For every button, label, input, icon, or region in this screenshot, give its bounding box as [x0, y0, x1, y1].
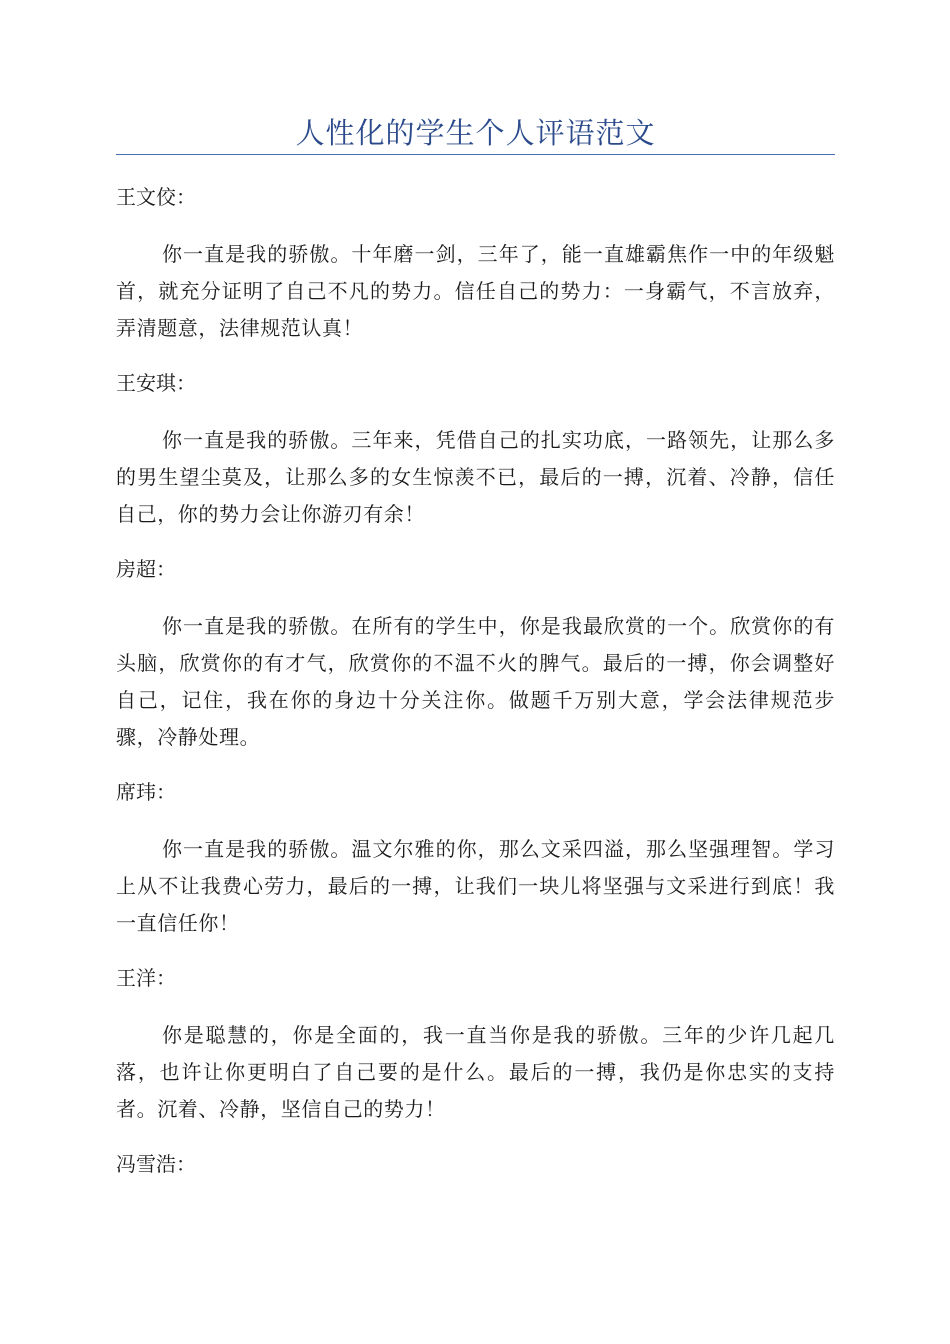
student-name: 席玮：	[116, 780, 176, 804]
title-underline	[116, 154, 835, 155]
student-comment: 你一直是我的骄傲。三年来，凭借自己的扎实功底，一路领先，让那么多的男生望尘莫及，让那么多的女生惊羡不已，最后的一搏，沉着、冷静，信任自己，你的势力会让你游刃有余！	[116, 428, 835, 526]
student-comment: 你一直是我的骄傲。十年磨一剑，三年了，能一直雄霸焦作一中的年级魁首，就充分证明了自己不凡的势力。信任自己的势力：一身霸气，不言放弃，弄清题意，法律规范认真！	[116, 242, 835, 340]
student-name: 王安琪：	[116, 371, 196, 395]
student-comment: 你一直是我的骄傲。在所有的学生中，你是我最欣赏的一个。欣赏你的有头脑，欣赏你的有才气，欣赏你的不温不火的脾气。最后的一搏，你会调整好自己，记住，我在你的身边十分关注你。做题千万别大意，学会法律规范步骤，冷静处理。	[116, 614, 835, 749]
student-name: 王洋：	[116, 966, 176, 990]
student-comment: 你一直是我的骄傲。温文尔雅的你，那么文采四溢，那么坚强理智。学习上从不让我费心劳力，最后的一搏，让我们一块儿将坚强与文采进行到底！我一直信任你！	[116, 837, 835, 935]
student-name: 冯雪浩：	[116, 1152, 196, 1176]
student-name: 房超：	[116, 557, 176, 581]
document-body	[116, 179, 835, 1203]
document-title: 人性化的学生个人评语范文	[295, 116, 656, 150]
student-comment: 你是聪慧的，你是全面的，我一直当你是我的骄傲。三年的少许几起几落，也许让你更明白了自己要的是什么。最后的一搏，我仍是你忠实的支持者。沉着、冷静，坚信自己的势力！	[116, 1023, 835, 1121]
student-name: 王文佼：	[116, 185, 196, 209]
